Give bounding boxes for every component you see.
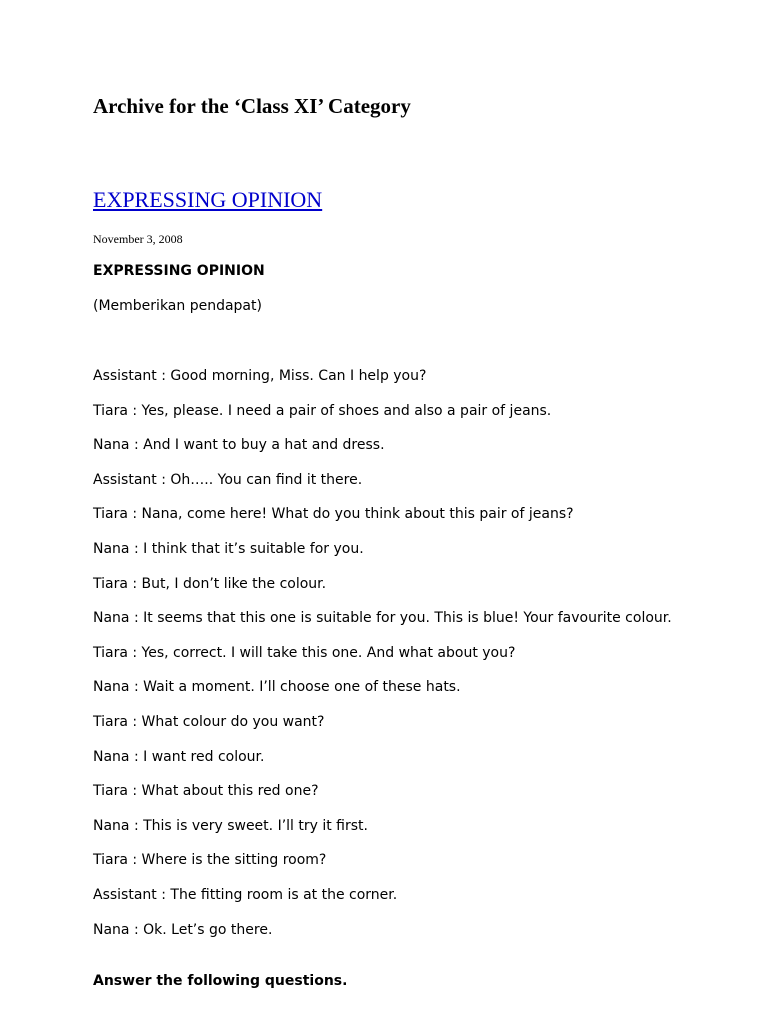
dialogue-line: Tiara : What colour do you want? [93,713,325,730]
post-title-link[interactable]: EXPRESSING OPINION [93,187,323,212]
dialogue-line: Assistant : Good morning, Miss. Can I help you? [93,368,427,384]
dialogue-line: Nana : Wait a moment. I’ll choose one of these hats. [93,679,461,696]
questions-heading: Answer the following questions. [93,973,348,989]
dialogue-list [93,368,675,956]
dialogue-line: Nana : And I want to buy a hat and dress. [93,437,385,454]
archive-heading: Archive for the ‘Class XI’ Category [93,94,411,118]
dialogue-line: Nana : I want red colour. [93,748,265,765]
dialogue-line: Tiara : Yes, correct. I will take this one. And what about you? [93,644,516,661]
dialogue-line: Tiara : Nana, come here! What do you think about this pair of jeans? [93,506,574,523]
post-subheading: EXPRESSING OPINION [93,263,265,279]
dialogue-line: Nana : Ok. Let’s go there. [93,921,273,938]
dialogue-line: Nana : I think that it’s suitable for you. [93,540,364,557]
dialogue-line: Nana : This is very sweet. I’ll try it first. [93,817,368,834]
post-date: November 3, 2008 [93,232,183,246]
dialogue-line: Tiara : Yes, please. I need a pair of shoes and also a pair of jeans. [93,402,552,419]
dialogue-line: Nana : It seems that this one is suitable for you. This is blue! Your favourite colour. [93,610,672,627]
dialogue-line: Assistant : The fitting room is at the corner. [93,886,398,903]
dialogue-line: Assistant : Oh….. You can find it there. [93,471,363,488]
dialogue-line: Tiara : Where is the sitting room? [93,852,327,869]
dialogue-line: Tiara : But, I don’t like the colour. [93,575,327,592]
post-translation: (Memberikan pendapat) [93,298,262,314]
dialogue-line: Tiara : What about this red one? [93,783,319,800]
